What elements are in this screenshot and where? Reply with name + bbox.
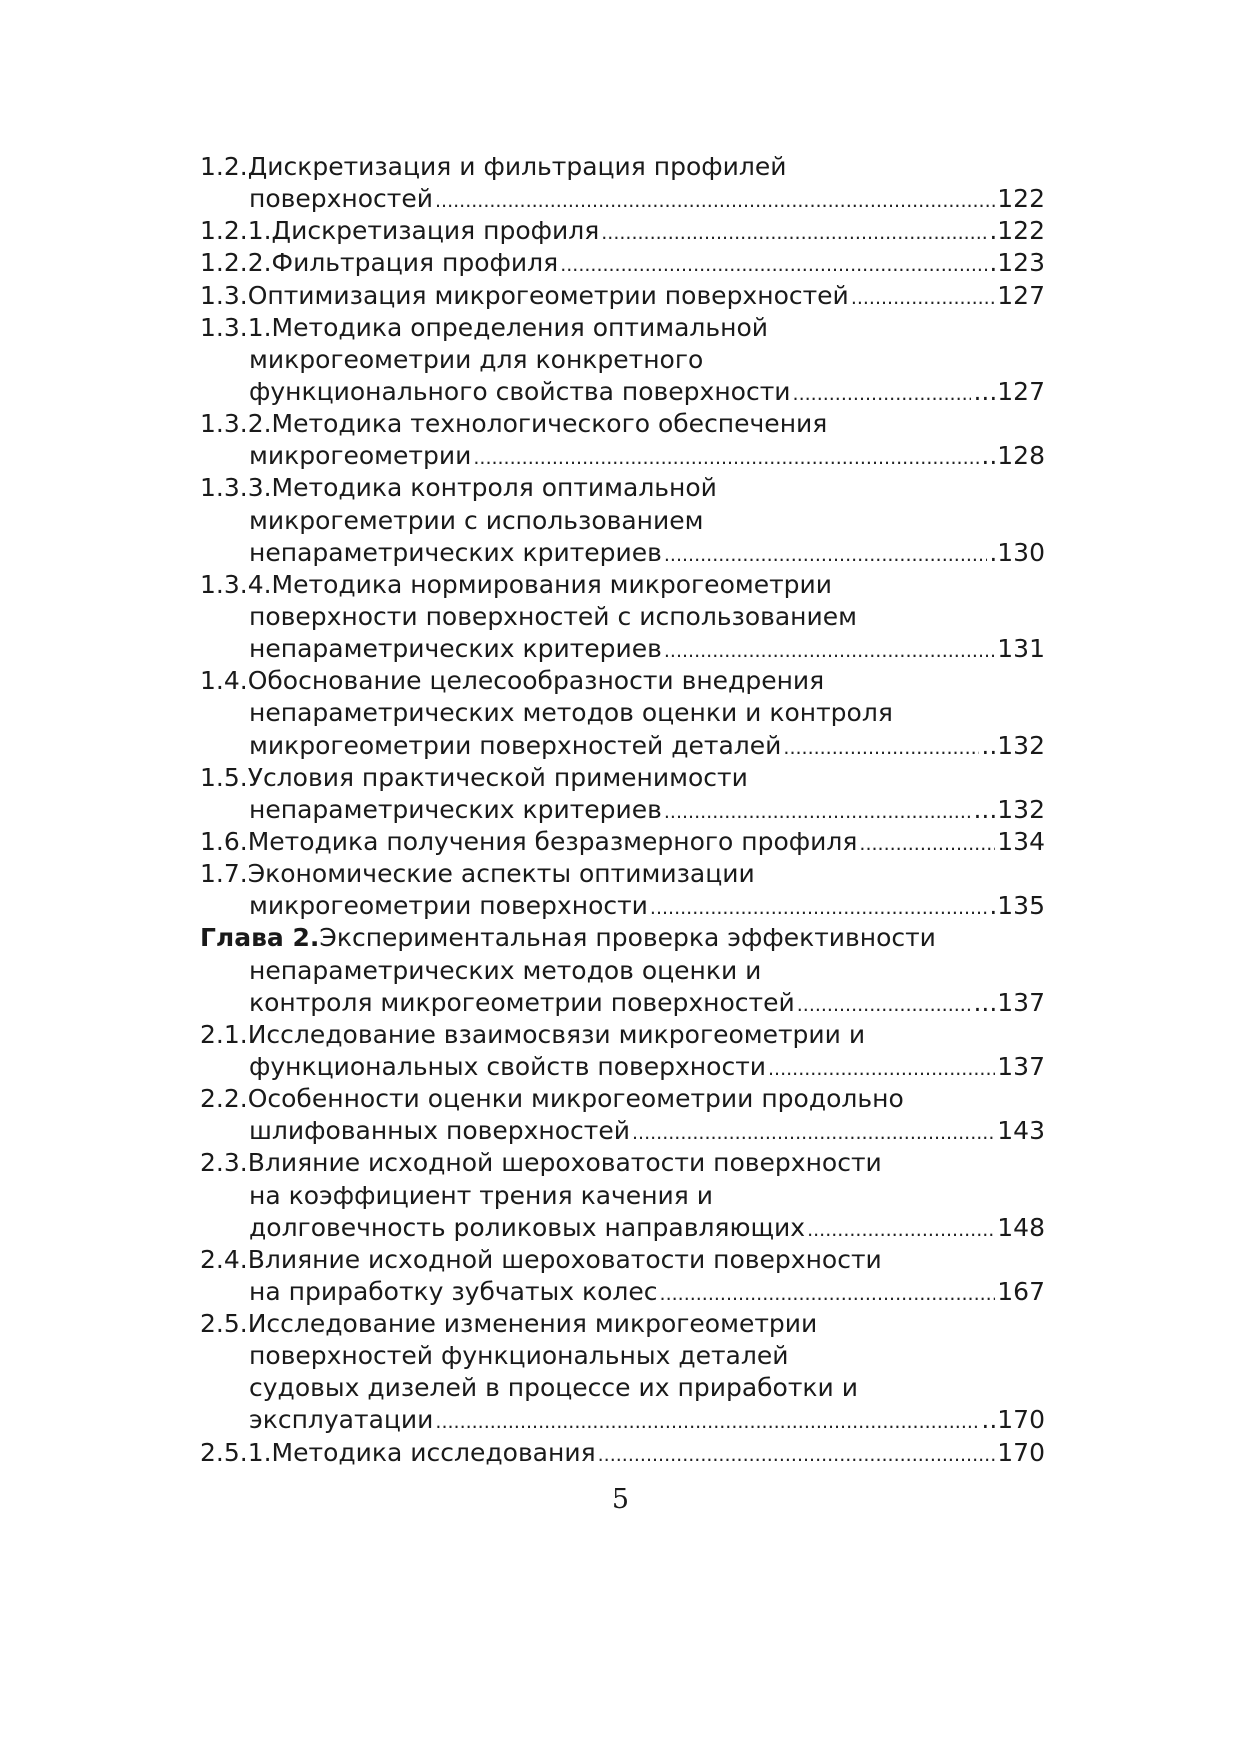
toc-entry-2-5-cont <box>200 1404 1045 1436</box>
toc-entry-2-2 <box>200 1083 1045 1115</box>
toc-entry-title: функциональных свойств поверхности <box>249 1051 767 1081</box>
toc-entry-2-1-cont <box>200 1051 1045 1083</box>
toc-entry-1-2-1 <box>200 215 1045 247</box>
toc-entry-title: непараметрических методов оценки и <box>249 955 762 985</box>
toc-entry-title: на коэффициент трения качения и <box>249 1180 714 1210</box>
dot-leader <box>473 442 979 474</box>
toc-entry-2-4 <box>200 1244 1045 1276</box>
toc-page-number: .135 <box>989 891 1045 921</box>
toc-entry-2-5 <box>200 1308 1045 1340</box>
toc-entry-title: микрогеометрии поверхностей деталей <box>249 730 782 760</box>
toc-page-number: ..170 <box>981 1405 1045 1435</box>
toc-chapter-2 <box>200 922 1045 954</box>
toc-entry-title: непараметрических критериев <box>249 537 662 567</box>
toc-entry-title: контроля микрогеометрии поверхностей <box>249 987 795 1017</box>
toc-entry-title: 1.7.Экономические аспекты оптимизации <box>200 859 755 889</box>
toc-entry-1-7-cont <box>200 890 1045 922</box>
toc-entry-2-4-cont <box>200 1276 1045 1308</box>
dot-leader <box>851 282 995 314</box>
toc-entry-2-5-1 <box>200 1437 1045 1469</box>
table-of-contents <box>200 151 1045 1469</box>
toc-entry-title: поверхности поверхностей с использованием <box>249 601 858 631</box>
toc-chapter-2-cont <box>200 987 1045 1019</box>
dot-leader <box>660 1278 996 1310</box>
toc-page-number: ..128 <box>981 441 1045 471</box>
toc-entry-title: 1.4.Обоснование целесообразности внедрения <box>200 666 825 696</box>
dot-leader <box>664 635 995 667</box>
dot-leader <box>435 1406 979 1438</box>
toc-entry-title: непараметрических методов оценки и контроля <box>249 698 893 728</box>
toc-entry-1-3-3 <box>200 472 1045 504</box>
toc-entry-title: 2.3.Влияние исходной шероховатости поверхности <box>200 1148 882 1178</box>
dot-leader <box>783 732 979 764</box>
dot-leader <box>601 217 987 249</box>
toc-page-number: 127 <box>997 280 1045 310</box>
toc-entry-1-5 <box>200 762 1045 794</box>
toc-entry-1-3-3-cont <box>200 537 1045 569</box>
toc-entry-1-3-1-cont <box>200 344 1045 376</box>
toc-page-number: ...137 <box>973 987 1045 1017</box>
toc-entry-1-4-cont <box>200 730 1045 762</box>
toc-chapter-2-cont <box>200 955 1045 987</box>
dot-leader <box>664 539 987 571</box>
toc-entry-title: 2.1.Исследование взаимосвязи микрогеометрии и <box>200 1019 866 1049</box>
toc-entry-2-5-cont <box>200 1372 1045 1404</box>
toc-entry-1-3-4-cont <box>200 601 1045 633</box>
toc-entry-1-2 <box>200 151 1045 183</box>
toc-entry-title: 2.2.Особенности оценки микрогеометрии продольно <box>200 1084 904 1114</box>
toc-entry-title: 1.2.1.Дискретизация профиля <box>200 216 600 246</box>
toc-entry-title: эксплуатации <box>249 1405 434 1435</box>
toc-entry-title: 1.2.Дискретизация и фильтрация профилей <box>200 152 787 181</box>
toc-entry-title: 1.3.2.Методика технологического обеспечения <box>200 409 828 439</box>
toc-entry-title: микрогеметрии с использованием <box>249 505 704 535</box>
toc-entry-title: 1.3.4.Методика нормирования микрогеометрии <box>200 569 833 599</box>
dot-leader <box>632 1117 995 1149</box>
toc-entry-title: 1.3.Оптимизация микрогеометрии поверхностей <box>200 280 849 310</box>
toc-entry-title: 2.5.Исследование изменения микрогеометрии <box>200 1309 818 1339</box>
toc-page-number: 170 <box>997 1437 1045 1467</box>
toc-entry-1-3-2-cont <box>200 440 1045 472</box>
toc-entry-1-3-1 <box>200 312 1045 344</box>
toc-entry-title: шлифованных поверхностей <box>249 1116 630 1146</box>
toc-entry-1-5-cont <box>200 794 1045 826</box>
toc-entry-1-3-4-cont <box>200 633 1045 665</box>
toc-entry-title: судовых дизелей в процессе их приработки и <box>249 1373 858 1403</box>
toc-chapter-title <box>200 922 936 954</box>
toc-entry-title: 1.3.1.Методика определения оптимальной <box>200 312 768 342</box>
toc-entry-2-3-cont <box>200 1180 1045 1212</box>
toc-entry-title: 2.5.1.Методика исследования <box>200 1437 596 1467</box>
toc-entry-1-4-cont <box>200 697 1045 729</box>
toc-entry-title: долговечность роликовых направляющих <box>249 1212 806 1242</box>
toc-page-number: 148 <box>997 1212 1045 1242</box>
toc-entry-1-3-3-cont <box>200 505 1045 537</box>
toc-entry-title: 2.4.Влияние исходной шероховатости поверхности <box>200 1244 882 1274</box>
toc-page-number: 134 <box>997 826 1045 856</box>
toc-entry-title: 1.2.2.Фильтрация профиля <box>200 248 559 278</box>
toc-page-number: .122 <box>989 216 1045 246</box>
dot-leader <box>859 828 995 860</box>
chapter-title-text: Экспериментальная проверка эффективности <box>319 923 936 953</box>
toc-page-number: 137 <box>997 1051 1045 1081</box>
dot-leader <box>664 796 972 828</box>
toc-page-number: .130 <box>989 537 1045 567</box>
toc-page-number: .123 <box>989 248 1045 278</box>
dot-leader <box>793 378 972 410</box>
dot-leader <box>598 1439 996 1471</box>
dot-leader <box>650 892 987 924</box>
toc-entry-title: непараметрических критериев <box>249 794 662 824</box>
toc-page-number: 167 <box>997 1276 1045 1306</box>
toc-page-number: ...132 <box>973 794 1045 824</box>
toc-entry-1-3-4 <box>200 569 1045 601</box>
toc-page-number: 122 <box>997 184 1045 214</box>
chapter-label: Глава 2. <box>200 923 320 953</box>
dot-leader <box>807 1214 995 1246</box>
toc-entry-1-2-cont <box>200 183 1045 215</box>
page-number: 5 <box>611 1484 630 1515</box>
dot-leader <box>768 1053 995 1085</box>
toc-entry-1-3-1-cont <box>200 376 1045 408</box>
toc-page-number: 143 <box>997 1116 1045 1146</box>
toc-entry-title: микрогеометрии поверхности <box>249 891 648 921</box>
toc-entry-title: 1.5.Условия практической применимости <box>200 762 748 792</box>
toc-entry-title: поверхностей <box>249 184 433 214</box>
toc-entry-title: микрогеометрии для конкретного <box>249 344 704 374</box>
toc-entry-2-3 <box>200 1147 1045 1179</box>
toc-entry-title: на приработку зубчатых колес <box>249 1276 658 1306</box>
toc-entry-title: непараметрических критериев <box>249 634 662 664</box>
toc-page-number: ...127 <box>973 376 1045 406</box>
toc-page-number: 131 <box>997 634 1045 664</box>
toc-entry-2-2-cont <box>200 1115 1045 1147</box>
toc-entry-1-2-2 <box>200 247 1045 279</box>
dot-leader <box>435 185 995 217</box>
toc-entry-2-5-cont <box>200 1340 1045 1372</box>
dot-leader <box>797 989 972 1021</box>
toc-entry-1-4 <box>200 665 1045 697</box>
toc-entry-title: поверхностей функциональных деталей <box>249 1341 789 1371</box>
toc-entry-1-3 <box>200 280 1045 312</box>
toc-entry-1-7 <box>200 858 1045 890</box>
toc-entry-title: микрогеометрии <box>249 441 472 471</box>
toc-entry-2-1 <box>200 1019 1045 1051</box>
toc-entry-title: функционального свойства поверхности <box>249 376 791 406</box>
toc-entry-2-3-cont <box>200 1212 1045 1244</box>
dot-leader <box>560 249 987 281</box>
toc-entry-title: 1.3.3.Методика контроля оптимальной <box>200 473 717 503</box>
toc-page-number: ..132 <box>981 730 1045 760</box>
toc-entry-1-3-2 <box>200 408 1045 440</box>
toc-entry-title: 1.6.Методика получения безразмерного профиля <box>200 826 858 856</box>
toc-entry-1-6 <box>200 826 1045 858</box>
